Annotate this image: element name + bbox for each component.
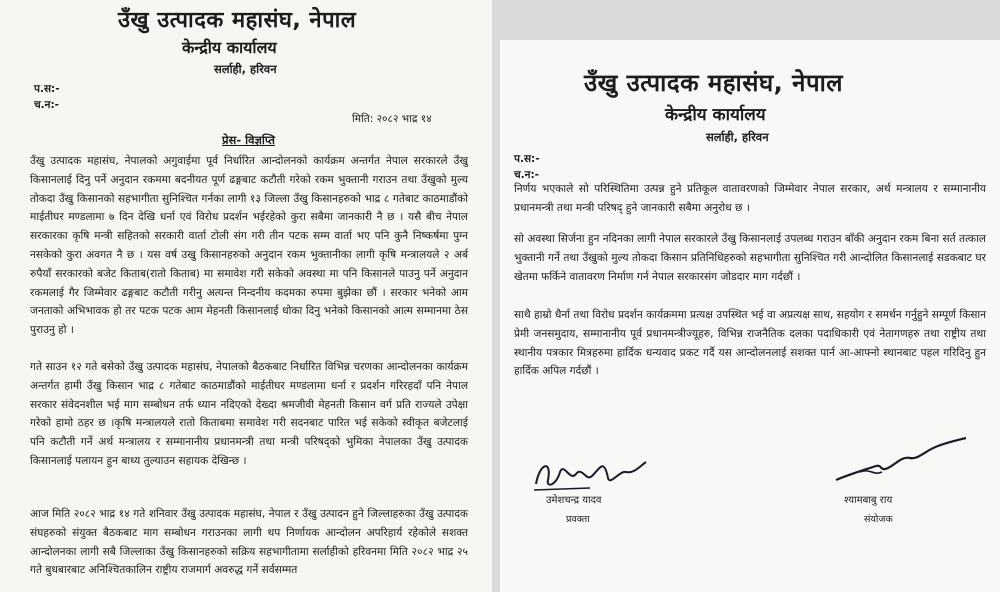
paragraph-3: साथै हाम्रो धैर्ना तथा विरोध प्रदर्शन कार्यक्रममा प्रत्यक्ष उपस्थित भई वा अप्रत्यक्ष साथ, सहयोग र समर्थन गर्नुहुने सम्पूर्ण किसान प्रेमी जनसमुदाय, सम्मानानीय पूर्व प्रधानमन्त्रीज्यूहरु, विभिन्न राजनैतिक दलका पदाधिकारी एवं नेतागणहरु तथा राष्ट्रीय तथा स्थानीय पत्रकार मित्रहरुमा हार्दिक धन्यवाद प्रकट गर्दै यस आन्दोलनलाई सशक्त पार्न आ-आफ्नो स्थानबाट पहल गरिदिनु हुन हार्दिक अपिल गर्दछौं । bbox=[514, 309, 986, 378]
press-release-page-1 bbox=[0, 0, 492, 592]
press-release-heading: प्रेस- विज्ञप्ति bbox=[222, 133, 275, 147]
release-date: मिति: २०८२ भाद्र १४ bbox=[352, 113, 432, 125]
dispatch-number-label: च.न:- bbox=[514, 169, 540, 181]
signatory-role-spokesperson: प्रवक्ता bbox=[566, 514, 590, 525]
office-location: सर्लाही, हरिवन bbox=[706, 130, 769, 144]
signatory-name-spokesperson: उमेशचन्द्र यादव bbox=[546, 495, 602, 506]
press-release-page-2 bbox=[500, 40, 1000, 592]
paragraph-3: आज मिति २०८२ भाद्र १४ गते शनिवार उँखु उत्पादक महासंघ, नेपाल र उँखु उत्पादन हुने जिल्लाहरुका उँखु उत्पादक संघहरुको संयुक्त बैठकबाट माग सम्बोधन गराउनका लागी थप निर्णायक आन्दोलन अपरिहार्य रहेकोले सशक्त आन्दोलनका लागी सबै जिल्लाका उँखु किसानहरुको सक्रिय सहभागीतामा सर्लाहीको हरिवनमा मिति २०८२ भाद्र २५ गते बुधबारबाट अनिश्चितकालिन राष्ट्रीय राजमार्ग अवरुद्ध गर्ने सर्वसम्मत bbox=[30, 508, 468, 577]
org-title: उँखु उत्पादक महासंघ, नेपाल bbox=[584, 69, 844, 97]
paragraph-2: सो अवस्था सिर्जना हुन नदिनका लागी नेपाल सरकारले उँखु किसानलाई उपलब्ध गराउन बाँकी अनुदान रकम बिना सर्त तत्काल भुक्तानी गर्ने तथा उँखुको मुल्य तोकदा किसान प्रतिनिधिहरुको सहभागीता सुनिश्चित गरी आन्दोलित किसानलाई सडकबाट घर खेतमा फर्किने वातावरण निर्माण गर्न नेपाल सरकारसंग जोडदार माग गर्दछौं । bbox=[514, 233, 986, 283]
signature-coordinator bbox=[830, 436, 970, 486]
signature-spokesperson bbox=[530, 452, 650, 496]
office-location: सर्लाही, हरिवन bbox=[214, 62, 277, 76]
signatory-name-coordinator: श्यामबाबु राय bbox=[844, 495, 893, 506]
paragraph-2: गते साउन १२ गते बसेको उँखु उत्पादक महासंघ, नेपालको बैठकबाट निर्धारित विभिन्न चरणका आन्दोलनका कार्यक्रम अन्तर्गत हामी उँखु किसान भाद्र ८ गतेबाट काठमाडौंको माईतीघर मण्डलामा धर्ना र प्रदर्शन गरिरहदाँ पनि नेपाल सरकार संवेदनशील भई माग सम्बोधन तर्फ ध्यान नदिएको देख्दा श्रमजीवी मेहनती किसान वर्ग प्रति राज्यले उपेक्षा गरेको हामो ठहर छ ।कृषि मन्त्रालयले रातो किताबमा समावेश गरी सदनबाट पारित भई सकेको स्वीकृत बजेटलाई पनि कटौती गर्ने अर्थ मन्त्रालय र सम्मानानीय प्रधानमन्त्री तथा मन्त्री परिषद्को भुमिका नेपालका उँखु उत्पादक किसानलाई पलायन हुन बाध्य तुल्याउन सहायक देखिन्छ । bbox=[30, 361, 468, 467]
reference-number-label: प.स:- bbox=[514, 153, 540, 165]
office-title: केन्द्रीय कार्यालय bbox=[665, 105, 766, 125]
org-title: उँखु उत्पादक महासंघ, नेपाल bbox=[118, 8, 357, 33]
office-title: केन्द्रीय कार्यालय bbox=[182, 38, 277, 57]
paragraph-1: निर्णय भएकाले सो परिस्थितिमा उत्पन्न हुने प्रतिकूल वातावरणको जिम्मेवार नेपाल सरकार, अर्थ मन्त्रालय र सम्मानानीय प्रधानमन्त्री तथा मन्त्री परिषद् हुने जानकारी सबैमा अनुरोध छ । bbox=[514, 183, 986, 214]
reference-number-label: प.स:- bbox=[34, 83, 60, 95]
dispatch-number-label: च.न:- bbox=[34, 99, 60, 111]
signatory-role-coordinator: संयोजक bbox=[864, 514, 893, 525]
paragraph-1: उँखु उत्पादक महासंघ, नेपालको अगुवाईमा पूर्व निर्धारित आन्दोलनको कार्यक्रम अन्तर्गत नेपाल सरकारले उँखु किसानलाई दिनु पर्ने अनुदान रकममा बदनीयत पूर्ण ढङ्गबाट कटौती गरेको रकम भुक्तानी गराउन तथा उँखुको मुल्य तोकदा उँखु किसानको सहभागीता सुनिश्चित गर्नका लागी १३ जिल्ला उँखु किसानहरुको भाद्र ८ गतेबाट काठमाडौंको माईतीघर मण्डलामा ७ दिन देखि धर्ना एवं विरोध प्रदर्शन भईरहेको कुरा सबैमा जानकारी नै छ । यसै बीच नेपाल सरकारका कृषि मन्त्री सहितको सरकारी वार्ता टोली संग गरी तीन पटक सम्म वार्ता भए पनि कुनै निष्कर्षमा पुग्न नसकेको कुरा अवगत नै छ । यस वर्ष उखु किसानहरुको अनुदान रकम भुक्तानीका लागी कृषि मन्त्रालयले २ अर्ब रुपैयाँ सरकारको बजेट किताब(रातो किताब) मा समावेश गरी सकेको अवस्था मा पनि किसानले पाउनु पर्ने अनुदान रकमलाई गैर जिम्मेवार ढङ्गबाट कटौती गरीनु अत्यन्त निन्दनीय कदमका रुपमा बुझेका छौं । सरकार भनेको आम जनताको अभिभावक हो तर पटक पटक आम मेहनती किसानलाई धोका दिनु भनेको किसानको आत्म सम्मानमा ठेस पुराउनु हो । bbox=[30, 155, 468, 337]
